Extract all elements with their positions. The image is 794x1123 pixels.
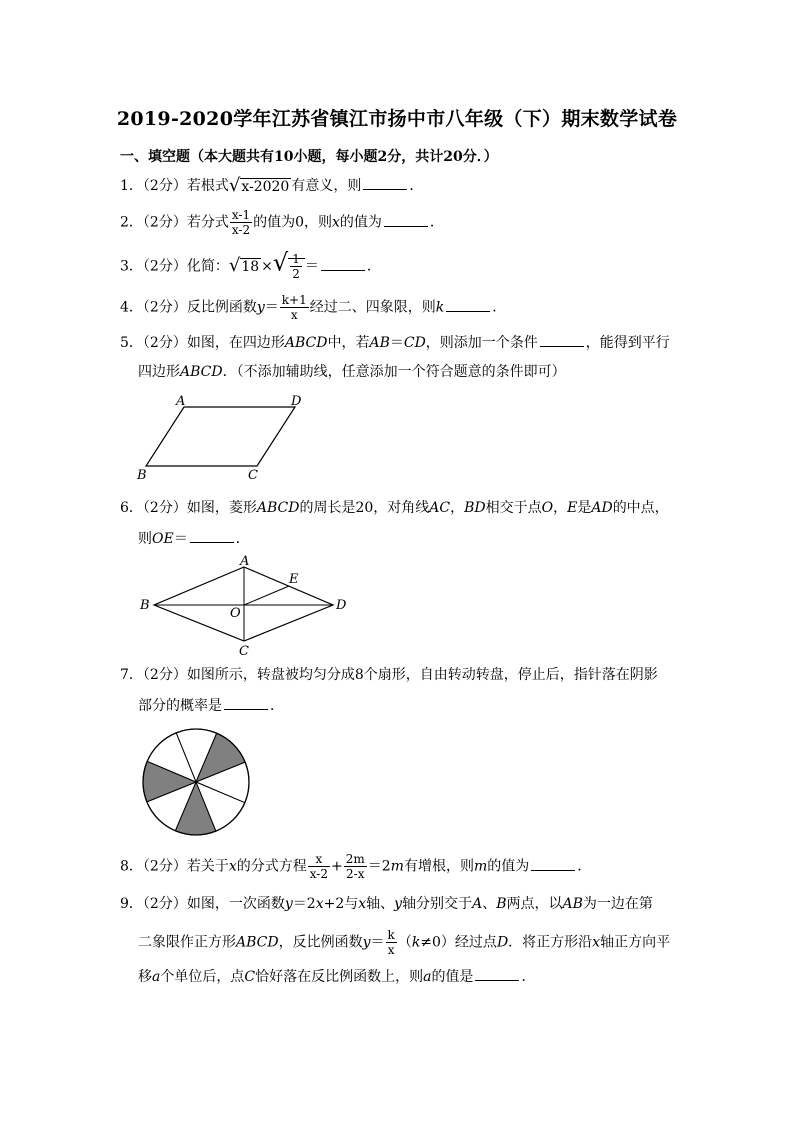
question-4: 4．（2分）反比例函数y＝ $\frac{k+1}{x}$ 经过二、四象限，则k ． [120, 293, 507, 322]
parallelogram-shape [146, 407, 295, 466]
answer-blank[interactable] [384, 212, 428, 227]
question-6: 6．（2分）如图，菱形ABCD的周长是20，对角线AC，BD相交于点O，E是AD的中点， [120, 500, 669, 516]
question-5: 5．（2分）如图，在四边形ABCD中，若AB＝CD，则添加一个条件 ，能得到平行 [120, 332, 670, 353]
vertex-label-b: B [137, 468, 147, 483]
answer-blank[interactable] [540, 332, 584, 347]
section-heading: 一、填空题（本大题共有10小题，每小题2分，共计20分．） [120, 149, 498, 165]
question-7: 7．（2分）如图所示，转盘被均匀分成8个扇形，自由转动转盘，停止后，指针落在阴影 [120, 667, 658, 683]
radical-18: √18 [228, 255, 260, 276]
answer-blank[interactable] [475, 966, 519, 981]
vertex-label-b: B [140, 598, 150, 613]
vertex-label-a: A [176, 394, 186, 409]
radical-fraction: √ $\frac{1}{2}$ [273, 252, 305, 281]
question-9: 9．（2分）如图，一次函数y＝2x+2与x轴、y轴分别交于A、B两点，以AB为一边在第 [120, 896, 653, 912]
answer-blank[interactable] [531, 856, 575, 871]
vertex-label-c: C [239, 644, 249, 657]
question-3: 3．（2分）化简：√18 ×√ $\frac{1}{2}$ ＝ ． [120, 248, 381, 281]
vertex-label-a: A [240, 554, 250, 569]
answer-blank[interactable] [190, 528, 234, 543]
vertex-label-c: C [248, 468, 258, 483]
answer-blank[interactable] [363, 175, 407, 190]
question-9-line-3: 移a个单位后，点C恰好落在反比例函数上，则a的值是 ． [138, 966, 535, 987]
question-1: 1．（2分）若根式√x-2020 有意义，则 ． [120, 174, 424, 196]
fraction: $\frac{x-1}{x-2}$ [231, 208, 251, 237]
question-6-line-2: 则OE＝ ． [138, 528, 250, 549]
fraction: $\frac{k+1}{x}$ [281, 293, 307, 322]
vertex-label-d: D [336, 598, 347, 613]
rhombus-figure [134, 553, 354, 657]
spinner-figure [138, 724, 254, 840]
answer-blank[interactable] [224, 695, 268, 710]
answer-blank[interactable] [446, 297, 490, 312]
fraction: $\frac{x}{x-2}$ [309, 852, 328, 881]
page-title: 2019-2020学年江苏省镇江市扬中市八年级（下）期末数学试卷 [116, 108, 678, 130]
fraction: $\frac{k}{x}$ [387, 928, 395, 957]
question-5-line-2: 四边形ABCD．（不添加辅助线，任意添加一个符合题意的条件即可） [138, 364, 566, 380]
point-label-e: E [289, 572, 299, 587]
question-9-line-2: 二象限作正方形ABCD，反比例函数y＝ $\frac{k}{x}$ （k≠0）经过点D．将正方形沿x轴正方向平 [138, 928, 671, 957]
radical-expression: √x-2020 [228, 174, 290, 196]
segment-oe [244, 586, 289, 605]
parallelogram-figure [130, 392, 310, 484]
vertex-label-d: D [291, 394, 302, 409]
question-7-line-2: 部分的概率是 ． [138, 695, 284, 716]
point-label-o: O [230, 606, 241, 621]
question-8: 8．（2分）若关于x的分式方程 $\frac{x}{x-2}$ + $\frac{2m}{2-x}$ ＝2m有增根，则m的值为 ． [120, 852, 592, 881]
fraction: $\frac{2m}{2-x}$ [345, 852, 365, 881]
question-2: 2．（2分）若分式 $\frac{x-1}{x-2}$ 的值为0，则x的值为 ． [120, 208, 444, 237]
answer-blank[interactable] [321, 256, 365, 271]
